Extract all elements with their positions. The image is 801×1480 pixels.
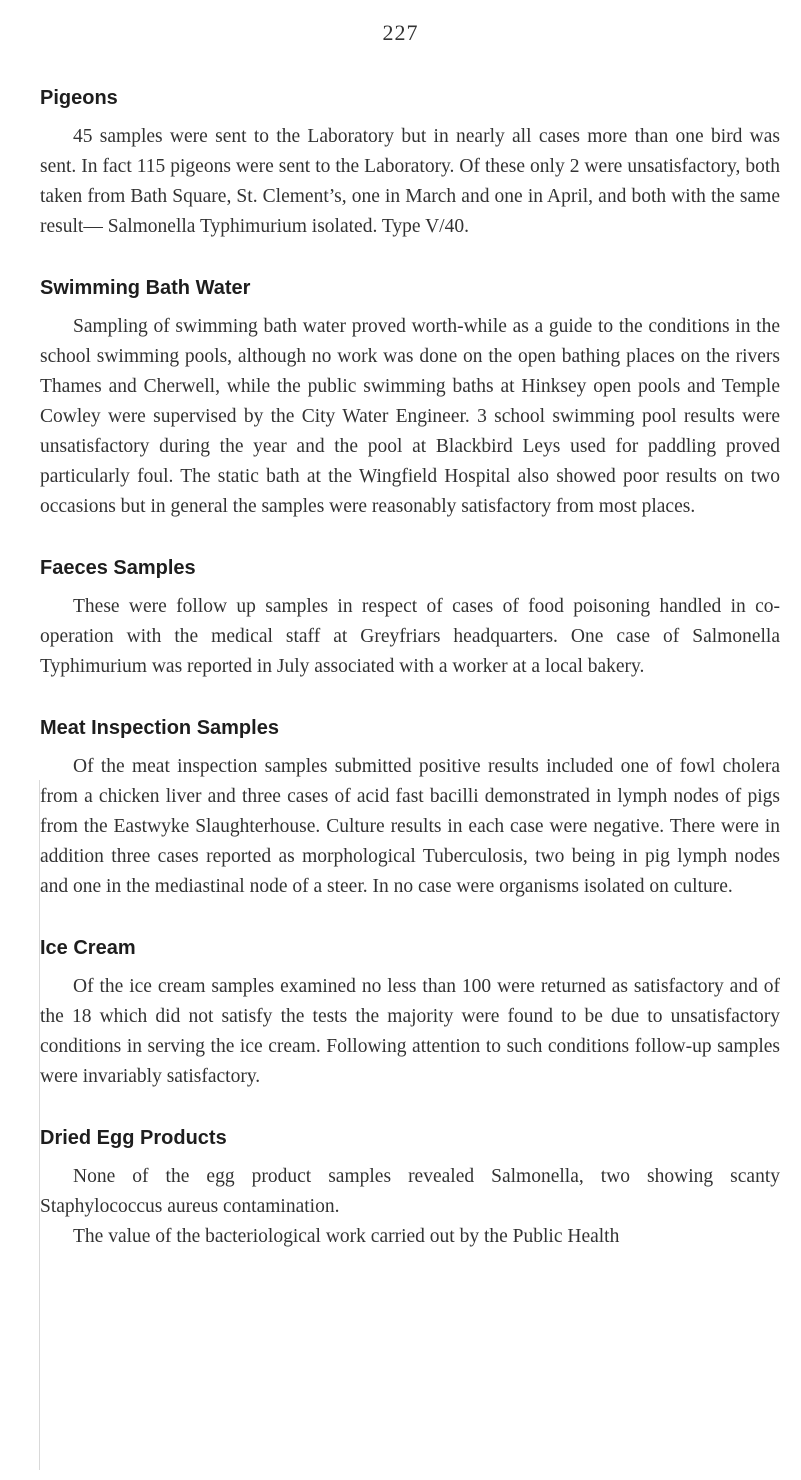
section-dried-egg-products — [40, 1126, 780, 1252]
section-heading: Swimming Bath Water — [40, 277, 251, 299]
section-heading: Ice Cream — [40, 937, 136, 959]
section-pigeons — [40, 86, 780, 242]
section-ice-cream — [40, 936, 780, 1092]
paragraph: Of the ice cream samples examined no less than 100 were returned as satisfactory and of the 18 which did not satisfy the tests the majority were found to be due to unsatisfactory conditions in serving the ice cream. Following attention to such conditions follow-up samples were invariably satisfactory. — [40, 976, 780, 1087]
section-heading: Meat Inspection Samples — [40, 717, 279, 739]
paragraph: None of the egg product samples revealed Salmonella, two showing scanty Staphylococcus aureus contamination. — [40, 1166, 780, 1217]
paragraph: Sampling of swimming bath water proved worth-while as a guide to the conditions in the school swimming pools, although no work was done on the open bathing places on the rivers Thames and Cherwell, while the public swimming baths at Hinksey open pools and Temple Cowley were supervised by the City Water Engineer. 3 school swimming pool results were unsatisfactory during the year and the pool at Blackbird Leys used for paddling proved particularly foul. The static bath at the Wingfield Hospital also showed poor results on two occasions but in general the samples were reasonably satisfactory from most places. — [40, 316, 780, 517]
section-heading: Pigeons — [40, 87, 118, 109]
paragraph: 45 samples were sent to the Laboratory but in nearly all cases more than one bird was sent. In fact 115 pigeons were sent to the Laboratory. Of these only 2 were unsatisfactory, both taken from Bath Square, St. Clement’s, one in March and one in April, and both with the same result— Salmonella Typhimurium isolated. Type V/40. — [40, 126, 780, 237]
section-heading: Faeces Samples — [40, 557, 196, 579]
paragraph: These were follow up samples in respect of cases of food poisoning handled in co-operation with the medical staff at Greyfriars headquarters. One case of Salmonella Typhimurium was reported in July associated with a worker at a local bakery. — [40, 596, 780, 677]
page-number: 227 — [382, 20, 419, 45]
section-meat-inspection-samples — [40, 716, 780, 902]
section-swimming-bath-water — [40, 276, 780, 522]
document-body — [40, 86, 780, 1286]
paragraph: The value of the bacteriological work carried out by the Public Health — [73, 1226, 620, 1247]
section-faeces-samples — [40, 556, 780, 682]
section-heading: Dried Egg Products — [40, 1127, 227, 1149]
paragraph: Of the meat inspection samples submitted positive results included one of fowl cholera from a chicken liver and three cases of acid fast bacilli demonstrated in lymph nodes of pigs from the Eastwyke Slaughterhouse. Culture results in each case were negative. There were in addition three cases reported as morphological Tuberculosis, two being in pig lymph nodes and one in the mediastinal node of a steer. In no case were organisms isolated on culture. — [40, 756, 780, 897]
